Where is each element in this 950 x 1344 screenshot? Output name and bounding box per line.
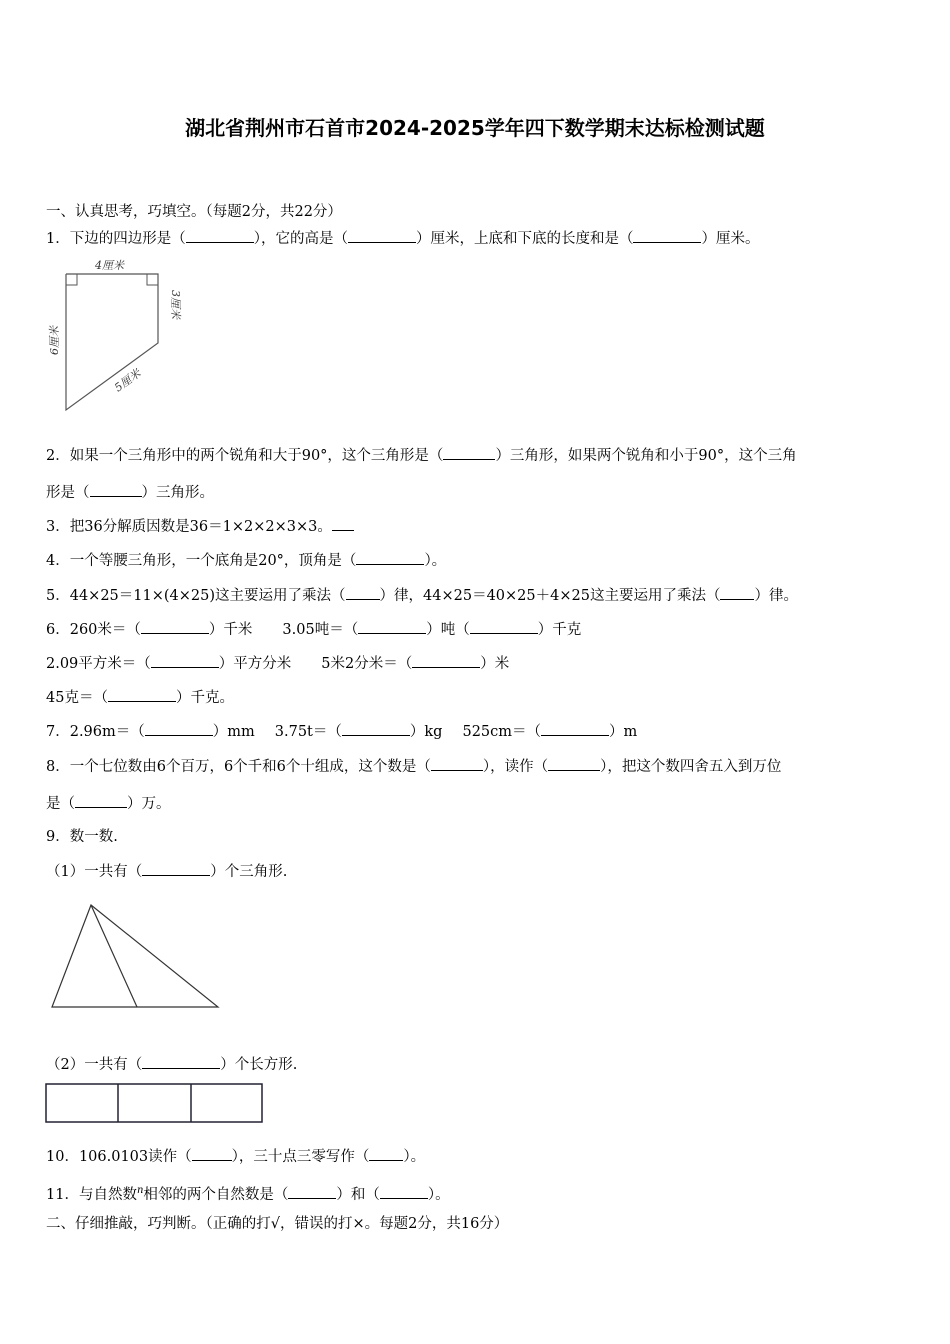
q11-text: ）。 (427, 1186, 450, 1203)
q6-text: ）平方分米 (218, 656, 292, 672)
answer-blank[interactable] (633, 228, 701, 243)
answer-blank[interactable] (358, 619, 426, 634)
answer-blank[interactable] (348, 228, 416, 243)
label-right: 3厘米 (169, 290, 182, 319)
question-9: 9．数一数. (46, 829, 118, 845)
q9-text: ）个长方形. (220, 1057, 298, 1073)
variable-n: n (136, 1185, 144, 1196)
label-left: 6厘米 (48, 326, 61, 355)
answer-blank[interactable] (186, 228, 254, 243)
answer-blank[interactable] (141, 619, 209, 634)
q6-text: ）吨（ (426, 622, 470, 638)
answer-blank[interactable] (145, 721, 213, 736)
q9-text: （1）一共有（ (46, 864, 143, 880)
q7-text: 7．2.96m＝（ (46, 724, 145, 740)
triangle-figure (40, 895, 240, 1020)
q10-text: 10．106.0103读作（ (46, 1149, 192, 1165)
answer-blank[interactable] (192, 1146, 232, 1161)
question-9-part2 (46, 1054, 297, 1075)
question-5 (46, 585, 798, 606)
q7-text: 3.75t＝（ (274, 724, 342, 740)
question-7 (46, 721, 637, 742)
q8-text: ），把这个数四舍五入到万位 (600, 759, 782, 775)
answer-blank[interactable] (75, 793, 127, 808)
q7-text: 525cm＝（ (462, 724, 542, 740)
q6-text: 2.09平方米＝（ (46, 656, 151, 672)
q9-text: ）个三角形. (210, 864, 288, 880)
q3-text: 3．把36分解质因数是36＝1×2×2×3×3。 (46, 519, 332, 535)
answer-blank[interactable] (548, 756, 600, 771)
q5-text: ）律。 (754, 588, 798, 604)
q11-text: 相邻的两个自然数是（ (143, 1186, 289, 1203)
q7-text: ）kg (409, 724, 443, 740)
q9-text: （2）一共有（ (46, 1057, 143, 1073)
q1-text: ）厘米。 (701, 231, 760, 247)
q7-text: ）mm (212, 724, 255, 740)
q5-text: 5．44×25＝11×(4×25)这主要运用了乘法（ (46, 588, 346, 604)
answer-blank[interactable] (90, 482, 142, 497)
answer-blank[interactable] (288, 1184, 336, 1199)
q6-text: ）千克 (537, 622, 582, 638)
q8-text: 8．一个七位数由6个百万，6个千和6个十组成，这个数是（ (46, 759, 431, 775)
q2-text: 形是（ (46, 485, 90, 501)
q6-text: ）千克。 (175, 690, 234, 706)
answer-blank[interactable] (108, 687, 176, 702)
question-8 (46, 756, 781, 777)
question-6 (46, 619, 581, 640)
q2-text: 2．如果一个三角形中的两个锐角和大于90°，这个三角形是（ (46, 448, 444, 464)
answer-blank[interactable] (541, 721, 609, 736)
question-8-cont (46, 793, 171, 814)
question-6-line3 (46, 687, 234, 708)
answer-blank[interactable] (142, 1054, 220, 1069)
answer-blank[interactable] (356, 550, 424, 565)
q8-text: ）万。 (127, 796, 171, 812)
q10-text: ），三十点三零写作（ (231, 1149, 370, 1165)
q1-text: ）厘米，上底和下底的长度和是（ (415, 231, 634, 247)
q8-text: ），读作（ (482, 759, 549, 775)
q6-text: ）米 (480, 656, 510, 672)
q1-text: ），它的高是（ (253, 231, 348, 247)
answer-blank[interactable] (720, 585, 754, 600)
q6-text: 6．260米＝（ (46, 622, 141, 638)
q10-text: ）。 (403, 1149, 426, 1165)
q2-text: ）三角形，如果两个锐角和小于90°，这个三角 (495, 448, 797, 464)
question-4 (46, 550, 446, 571)
section1-heading: 一、认真思考，巧填空。（每题2分，共22分） (46, 204, 342, 220)
q1-text: 1．下边的四边形是（ (46, 231, 186, 247)
answer-blank[interactable] (346, 585, 380, 600)
q11-text: ）和（ (336, 1186, 380, 1203)
page-title: 湖北省荆州市石首市2024-2025学年四下数学期末达标检测试题 (185, 116, 765, 140)
label-top: 4厘米 (95, 259, 124, 272)
q6-text: 45克＝（ (46, 690, 108, 706)
question-1 (46, 228, 759, 249)
answer-blank[interactable] (142, 861, 210, 876)
q6-text: ）千米 (208, 622, 253, 638)
question-11 (46, 1181, 450, 1205)
question-9-part1 (46, 861, 287, 882)
q2-text: ）三角形。 (141, 485, 214, 501)
rectangles-figure (45, 1083, 265, 1125)
answer-blank[interactable] (470, 619, 538, 634)
question-6-line2 (46, 653, 509, 674)
trapezoid-figure (40, 250, 240, 420)
section2-heading: 二、仔细推敲，巧判断。（正确的打√，错误的打×。每题2分，共16分） (46, 1216, 509, 1232)
answer-blank[interactable] (151, 653, 219, 668)
label-slant: 5厘米 (112, 366, 144, 395)
question-2 (46, 445, 797, 466)
q6-text: 3.05吨＝（ (282, 622, 359, 638)
question-10 (46, 1146, 425, 1167)
q6-text: 5米2分米＝（ (321, 656, 413, 672)
answer-blank[interactable] (369, 1146, 403, 1161)
answer-blank[interactable] (443, 445, 495, 460)
q7-text: ）m (609, 724, 638, 740)
q5-text: ）律，44×25＝40×25＋4×25这主要运用了乘法（ (379, 588, 721, 604)
question-3 (46, 516, 354, 537)
answer-blank[interactable] (332, 516, 354, 531)
answer-blank[interactable] (412, 653, 480, 668)
answer-blank[interactable] (380, 1184, 428, 1199)
question-2-cont (46, 482, 214, 503)
q4-text: 4．一个等腰三角形，一个底角是20°，顶角是（ (46, 553, 357, 569)
q4-text: ）。 (424, 553, 447, 569)
q11-text: 11．与自然数 (46, 1186, 137, 1203)
q8-text: 是（ (46, 796, 75, 812)
answer-blank[interactable] (431, 756, 483, 771)
answer-blank[interactable] (342, 721, 410, 736)
